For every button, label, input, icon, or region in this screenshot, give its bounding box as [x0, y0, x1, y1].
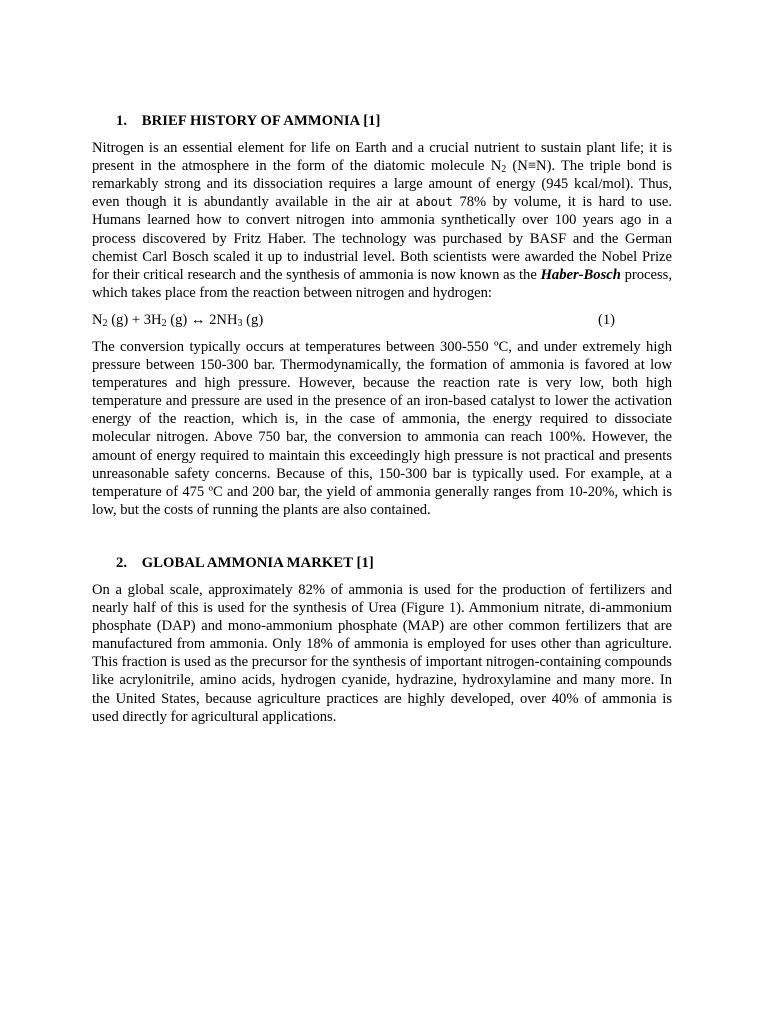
p1-text-a: Nitrogen is an essential element for life on Earth and a crucial nutrient to sustain plant life; it is present in the atmosphere in the form of the diatomic molecule N — [92, 140, 672, 175]
section-2-paragraph-1: On a global scale, approximately 82% of ammonia is used for the production of fertilizers and nearly half of this is used for the synthesis of Urea (Figure 1). Ammonium nitrate, di-ammonium phosphate (DAP) and mono-ammonium phosphate (MAP) are other common fertilizers that are manufactured from ammonia. Only 18% of ammonia is employed for uses other than agriculture. This fraction is used as the precursor for the synthesis of important nitrogen-containing compounds like acrylonitrile, amino acids, hydrogen cyanide, hydrazine, hydroxylamine and many more. In the United States, because agriculture practices are highly developed, over 40% of ammonia is used directly for agricultural applications. — [92, 581, 672, 725]
equation-1 — [92, 311, 672, 329]
eq-part-g: (g) — [242, 311, 264, 328]
section-2-number: 2. — [116, 554, 128, 571]
section-1-number: 1. — [116, 113, 128, 129]
equation-formula — [92, 312, 263, 328]
p1-mono-about: about — [415, 194, 453, 210]
eq-sub-2: 2 — [161, 317, 167, 329]
section-1-heading — [116, 112, 672, 130]
p1-text-d: process, which takes place from the reaction between nitrogen and hydrogen: — [92, 266, 672, 301]
equation-number: (1) — [597, 311, 615, 328]
p1-text-c: 78% by volume, it is hard to use. Humans learned how to convert nitrogen into ammonia synthetically over 100 years ago in a process discovered by Fritz Haber. The technology was purchased by BASF and the German chemist Carl Bosch scaled it up to industrial level. Both scientists were awarded the Nobel Prize for their critical research and the synthesis of ammonia is now known as the — [92, 194, 672, 283]
p1-text-b: (N≡N). The triple bond is remarkably strong and its dissociation requires a large amount of energy (945 kcal/mol). Thus, even though it is abundantly available in the air at — [92, 158, 672, 211]
section-spacer — [92, 528, 672, 554]
eq-sub-1: 2 — [102, 317, 108, 329]
eq-part-nh: (g) ↔ 2NH — [166, 311, 238, 328]
section-1-paragraph-2: The conversion typically occurs at temperatures between 300-550 ºC, and under extremely high pressure between 150-300 bar. Thermodynamically, the formation of ammonia is favored at low temperatures and high pressure. However, because the reaction rate is very low, both high temperature and pressure are used in the presence of an iron-based catalyst to lower the activation energy of the reaction, which is, in the case of ammonia, the energy required to dissociate molecular nitrogen. Above 750 bar, the conversion to ammonia can reach 100%. However, the amount of energy required to maintain this exceedingly high pressure is not practical and presents unreasonable safety concerns. Because of this, 150-300 bar is typically used. For example, at a temperature of 475 ºC and 200 bar, the yield of ammonia generally ranges from 10-20%, which is low, but the costs of running the plants are also contained. — [92, 338, 672, 518]
eq-part-n: N — [92, 311, 103, 328]
eq-sub-3: 3 — [237, 317, 243, 329]
section-2-heading — [116, 554, 672, 572]
p1-subscript-2: 2 — [501, 164, 507, 176]
haber-bosch-term: Haber-Bosch — [540, 266, 621, 283]
eq-part-h: (g) + 3H — [107, 311, 162, 328]
section-2-title: GLOBAL AMMONIA MARKET [1] — [141, 554, 374, 571]
document-page — [92, 112, 672, 735]
section-1-title: BRIEF HISTORY OF AMMONIA [1] — [141, 113, 381, 129]
section-1-paragraph-1 — [92, 139, 672, 302]
